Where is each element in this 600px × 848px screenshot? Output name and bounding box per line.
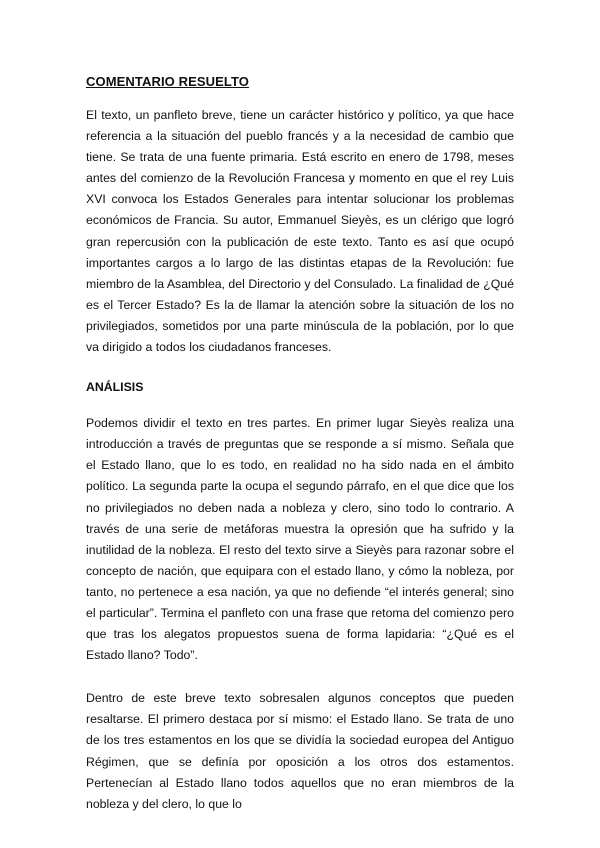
paragraph-introduction: El texto, un panfleto breve, tiene un carácter histórico y político, ya que hace referencia a la situación del pueblo francés y a la necesidad de cambio que tiene. Se trata de una fuente primaria. Está escrito en enero de 1798, meses antes del comienzo de la Revolución Francesa y momento en que el rey Luis XVI convoca los Estados Generales para intentar solucionar los problemas económicos de Francia. Su autor, Emmanuel Sieyès, es un clérigo que logró gran repercusión con la publicación de este texto. Tanto es así que ocupó importantes cargos a lo largo de las distintas etapas de la Revolución: fue miembro de la Asamblea, del Directorio y del Consulado. La finalidad de ¿Qué es el Tercer Estado? Es la de llamar la atención sobre la situación de los no privilegiados, sometidos por una parte minúscula de la población, por lo que va dirigido a todos los ciudadanos franceses.	[86, 108, 514, 355]
section-heading-analisis: ANÁLISIS	[86, 380, 144, 395]
paragraph-concepts: Dentro de este breve texto sobresalen algunos conceptos que pueden resaltarse. El primero destaca por sí mismo: el Estado llano. Se trata de uno de los tres estamentos en los que se dividía la sociedad europea del Antiguo Régimen, que se definía por oposición a los otros dos estamentos. Pertenecían al Estado llano todos aquellos que no eran miembros de la nobleza y del clero, lo que lo	[86, 691, 514, 811]
page-title: COMENTARIO RESUELTO	[86, 74, 249, 89]
paragraph-spacer	[86, 666, 514, 688]
paragraph-analysis: Podemos dividir el texto en tres partes. En primer lugar Sieyès realiza una introducción a través de preguntas que se responde a sí mismo. Señala que el Estado llano, que lo es todo, en realidad no ha sido nada en el ámbito político. La segunda parte la ocupa el segundo párrafo, en el que dice que los no privilegiados no deben nada a nobleza y clero, sino todo lo contrario. A través de una serie de metáforas muestra la opresión que ha sufrido y la inutilidad de la nobleza. El resto del texto sirve a Sieyès para razonar sobre el concepto de nación, que equipara con el estado llano, y cómo la nobleza, por tanto, no pertenece a esa nación, ya que no defiende “el interés general; sino el particular”. Termina el panfleto con una frase que retoma del comienzo pero que tras los alegatos propuestos suena de forma lapidaria: “¿Qué es el Estado llano? Todo”.	[86, 416, 514, 663]
